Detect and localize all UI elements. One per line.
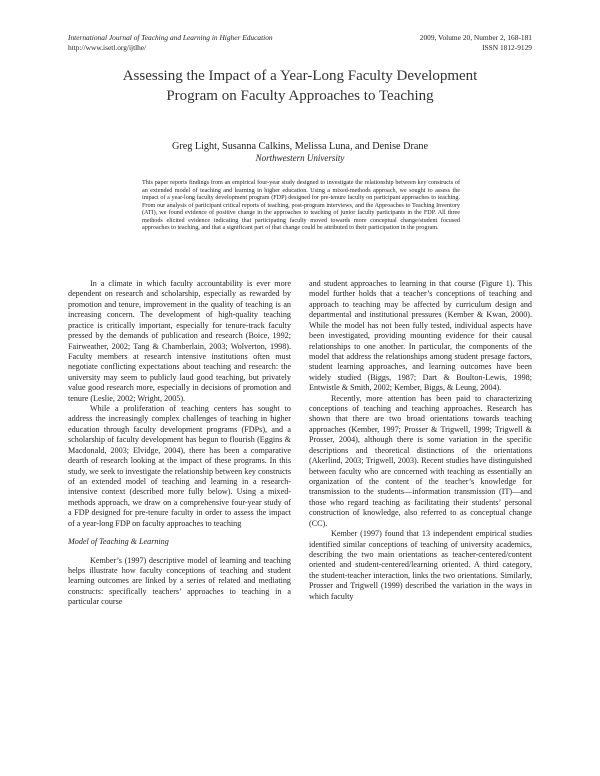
- paragraph: Kember (1997) found that 13 independent empirical studies identified similar conceptions of teaching of university academics, describing the two main orientations as teacher-centered/content oriented and student-centered/learning oriented. A third category, the student-teacher interaction, links the two orientations. Similarly, Prosser and Trigwell (1999) described the variation in the ways in which faculty: [309, 529, 532, 601]
- affiliation: Northwestern University: [255, 153, 345, 163]
- section-heading: Model of Teaching & Learning: [68, 537, 169, 547]
- citation-info: 2009, Volume 20, Number 2, 168-181: [419, 33, 532, 42]
- abstract: This paper reports findings from an empirical four-year study designed to investigate the relationship between key constructs of an extended model of teaching and learning in higher education. Using a mixed-methods approach, we sought to assess the impact of a year-long faculty development program (FDP) designed for pre-tenure faculty on participant approaches to teaching. From our analysis of participant critical reports of teaching, post-program interviews, and the Approaches to Teaching Inventory (ATI), we found evidence of positive change in the approaches to teaching of junior faculty participants in the FDP. All three methods elicited evidence indicating that participating faculty moved towards more conceptual change/student focused approaches to teaching, and that a significant part of that change could be attributed to their participation in the program.: [142, 180, 460, 232]
- paragraph: In a climate in which faculty accountability is ever more dependent on research and scholarship, especially as rewarded by promotion and tenure, improvement in the quality of teaching is an increasing concern. The development of high-quality teaching practice is critically important, especially for tenure-track faculty pressed by the demands of publication and research (Boice, 1992; Fairweather, 2002; Tang & Chamberlain, 2003; Wolverton, 1998). Faculty members at research intensive institutions often must negotiate conflicting expectations about teaching and research: the university may seem to publicly laud good teaching, but privately value good research more, especially in decisions of promotion and tenure (Leslie, 2002; Wright, 2005).: [68, 279, 291, 403]
- issn: ISSN 1812-9129: [482, 42, 532, 52]
- body-column-left: [68, 279, 291, 608]
- paper-title: Assessing the Impact of a Year-Long Faculty Development Program on Faculty Approaches to Teaching: [122, 68, 478, 104]
- author-list: Greg Light, Susanna Calkins, Melissa Luna, and Denise Drane: [171, 141, 429, 152]
- paragraph: While a proliferation of teaching centers has sought to address the increasingly complex challenges of teaching in higher education through faculty development programs (FDPs), and a scholarship of faculty development has begun to flourish (Eggins & Macdonald, 2003; Elvidge, 2004), there has been a comparative dearth of research looking at the impact of these programs. In this study, we seek to investigate the relationship between key constructs of an extended model of teaching and learning in a research-intensive context (described more fully below). Using a mixed-methods approach, we draw on a comprehensive four-year study of a FDP designed for pre-tenure faculty in order to assess the impact of a year-long FDP on faculty approaches to teaching: [68, 404, 291, 528]
- journal-name: International Journal of Teaching and Learning in Higher Education: [68, 33, 273, 42]
- journal-url[interactable]: http://www.isetl.org/ijtlhe/: [68, 42, 147, 52]
- paragraph: Recently, more attention has been paid to characterizing conceptions of teaching and teaching approaches. Research has shown that there are two broad orientations towards teaching approaches (Kember, 1997; Prosser & Trigwell, 1999; Trigwell & Prosser, 2004), although there is some variation in the specific descriptions and theoretical distinctions of the orientations (Akerlind, 2003; Trigwell, 2003). Recent studies have distinguished between faculty who are concerned with teaching as essentially an organization of the content of the teacher’s knowledge for transmission to the students—information transmission (IT)—and those who regard teaching as facilitating their students’ personal construction of knowledge, also referred to as conceptual change (CC).: [309, 393, 532, 528]
- body-column-right: [309, 279, 532, 602]
- paragraph: and student approaches to learning in that course (Figure 1). This model further holds that a teacher’s conceptions of teaching and approach to teaching may be affected by curriculum design and departmental and institutional pressures (Kember & Kwan, 2000). While the model has not been fully tested, individual aspects have been investigated, providing mounting evidence for their causal relationships to one another. In particular, the components of the model that address the relationships among student presage factors, student learning approaches, and learning outcomes have been widely studied (Biggs, 1987; Dart & Boulton-Lewis, 1998; Entwistle & Smith, 2002; Kember, Biggs, & Leung, 2004).: [309, 279, 532, 393]
- running-header-left: [68, 33, 273, 52]
- paragraph: Kember’s (1997) descriptive model of learning and teaching helps illustrate how faculty conceptions of teaching and student learning outcomes are linked by a series of related and mediating constructs: specifically teachers’ approaches to teaching in a particular course: [68, 555, 291, 607]
- running-header-right: [420, 33, 532, 52]
